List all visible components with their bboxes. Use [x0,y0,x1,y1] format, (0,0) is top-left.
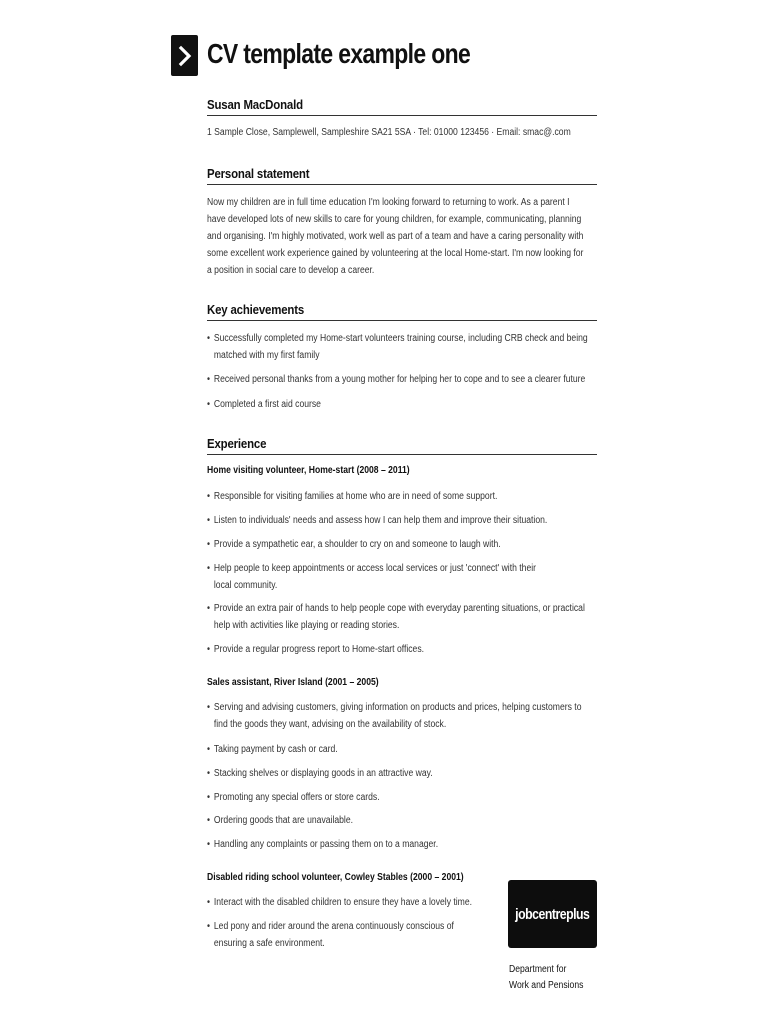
list-item: • Listen to individuals' needs and assess how I can help them and improve their situation. [207,512,601,529]
list-item: • Stacking shelves or displaying goods in an attractive way. [207,765,601,782]
list-item: • Provide a regular progress report to Home-start offices. [207,641,601,658]
list-item: • Responsible for visiting families at home who are in need of some support. [207,488,601,505]
list-item: • Handling any complaints or passing them on to a manager. [207,836,601,853]
list-item: • Led pony and rider around the arena continuously conscious of ensuring a safe environment. [207,918,601,952]
department-name: Department for Work and Pensions [509,964,584,991]
name-heading: Susan MacDonald [207,97,597,116]
list-item: • Promoting any special offers or store cards. [207,789,601,806]
list-item: • Provide an extra pair of hands to help people cope with everyday parenting situations, or practical help with activities like playing or reading stories. [207,600,601,634]
list-item: • Taking payment by cash or card. [207,741,601,758]
list-item: • Received personal thanks from a young mother for helping her to cope and to see a clearer future [207,371,601,388]
personal-statement-text: Now my children are in full time education I'm looking forward to returning to work. As a parent I have developed lots of new skills to care for young children, for example, communicating, planning and organising. I'm highly motivated, work well as part of a team and have a caring personality with some excellent work experience gained by volunteering at the local Home-start. I'm now looking for a position in social care to develop a career. [207,197,584,276]
list-item: • Interact with the disabled children to ensure they have a lovely time. [207,894,601,911]
list-item: • Completed a first aid course [207,396,601,413]
list-item: • Help people to keep appointments or access local services or just 'connect' with their local community. [207,560,601,594]
job-title: Sales assistant, River Island (2001 – 2005) [207,677,379,688]
page-title: CV template example one [207,38,471,69]
list-item: • Provide a sympathetic ear, a shoulder to cry on and someone to laugh with. [207,536,601,553]
jobcentreplus-logo: jobcentreplus [508,880,597,948]
experience-heading: Experience [207,436,597,455]
contact-details: 1 Sample Close, Samplewell, Sampleshire SA21 5SA · Tel: 01000 123456 · Email: smac@.com [207,127,571,138]
list-item: • Ordering goods that are unavailable. [207,812,601,829]
list-item: • Serving and advising customers, giving information on products and prices, helping customers to find the goods they want, advising on the availability of stock. [207,699,601,733]
list-item: • Successfully completed my Home-start volunteers training course, including CRB check and being matched with my first family [207,330,601,364]
personal-statement-heading: Personal statement [207,166,597,185]
job-title: Disabled riding school volunteer, Cowley Stables (2000 – 2001) [207,872,464,883]
job-title: Home visiting volunteer, Home-start (2008 – 2011) [207,465,410,476]
chevron-right-icon [171,35,198,76]
key-achievements-heading: Key achievements [207,302,597,321]
